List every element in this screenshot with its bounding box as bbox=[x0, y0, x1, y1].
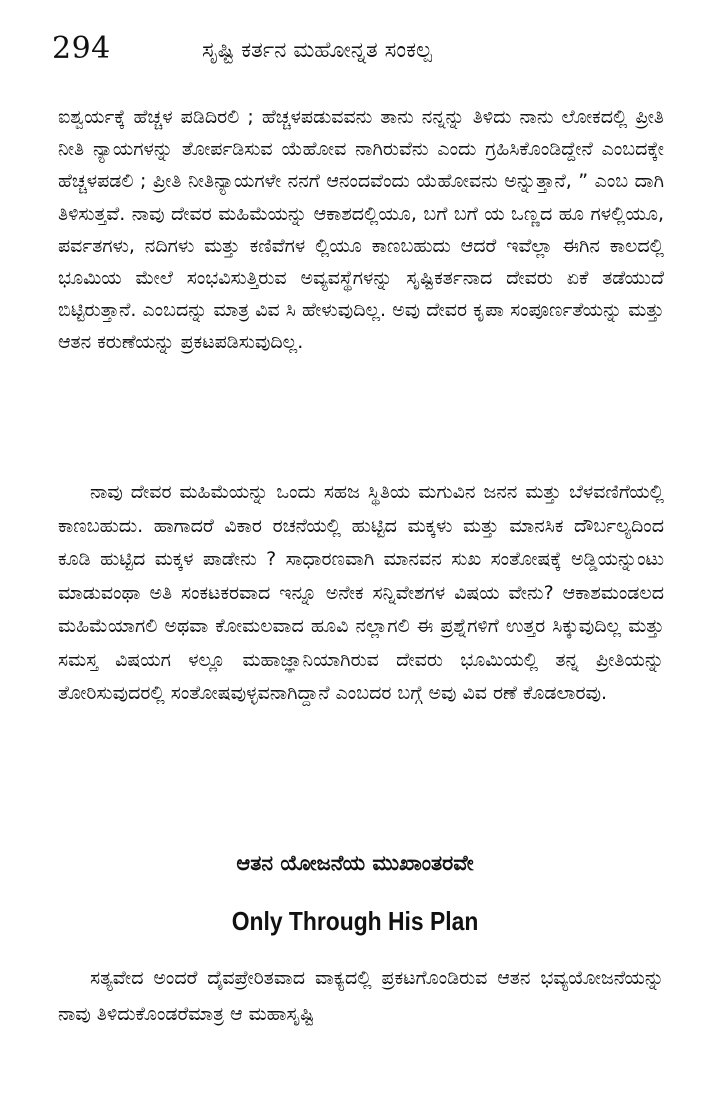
paragraph-1: ಐಶ್ವರ್ಯಕ್ಕೆ ಹೆಚ್ಚಳ ಪಡಿದಿರಲಿ ; ಹೆಚ್ಚಳಪಡುವವನು ತಾನು ನನ್ನನ್ನು ತಿಳಿದು ನಾನು ಲೋಕದಲ್ಲಿ ಪ್ರೀತಿ ನೀತಿ ನ್ಯಾಯಗಳನ್ನು ತೋರ್ಪಡಿಸುವ ಯೆಹೋವ ನಾಗಿರುವೆನು ಎಂದು ಗ್ರಹಿಸಿಕೊಂಡಿದ್ದೇನೆ ಎಂಬದಕ್ಕೇ ಹೆಚ್ಚಳಪಡಲಿ ; ಪ್ರೀತಿ ನೀತಿನ್ಯಾಯಗಳೇ ನನಗೆ ಆನಂದವೆಂದು ಯೆಹೋವನು ಅನ್ನುತ್ತಾನೆ, ” ಎಂಬ ದಾಗಿ ತಿಳಿಸುತ್ತವೆ. ನಾವು ದೇವರ ಮಹಿಮೆಯನ್ನು ಆಕಾಶದಲ್ಲಿಯೂ, ಬಗೆ ಬಗೆ ಯ ಒಣ್ಣದ ಹೂ ಗಳಲ್ಲಿಯೂ, ಪರ್ವತಗಳು, ನದಿಗಳು ಮತ್ತು ಕಣಿವೆಗಳ ಲ್ಲಿಯೂ ಕಾಣಬಹುದು ಆದರೆ ಇವೆಲ್ಲಾ ಈಗಿನ ಕಾಲದಲ್ಲಿ ಭೂಮಿಯ ಮೇಲೆ ಸಂಭವಿಸುತ್ತಿರುವ ಅವ್ಯವಸ್ಥೆಗಳನ್ನು ಸೃಷ್ಟಿಕರ್ತನಾದ ದೇವರು ಏಕೆ ತಡೆಯುದೆ ಬಿಟ್ಟಿರುತ್ತಾನೆ. ಎಂಬದನ್ನು ಮಾತ್ರ ವಿವ ಸಿ ಹೇಳುವುದಿಲ್ಲ. ಅವು ದೇವರ ಕೃಪಾ ಸಂಪೂರ್ಣತೆಯನ್ನು ಮತ್ತು ಆತನ ಕರುಣೆಯನ್ನು ಪ್ರಕಟಪಡಿಸುವುದಿಲ್ಲ. bbox=[58, 106, 664, 354]
english-section-heading: Only Through His Plan bbox=[231, 906, 479, 936]
kannada-section-heading: ಆತನ ಯೋಜನೆಯ ಮುಖಾಂತರವೇ bbox=[236, 851, 474, 875]
page-header bbox=[52, 30, 658, 74]
paragraph-3: ಸತ್ಯವೇದ ಅಂದರೆ ದೈವಪ್ರೇರಿತವಾದ ವಾಕ್ಯದಲ್ಲಿ ಪ್ರಕಟಗೊಂಡಿರುವ ಆತನ ಭವ್ಯಯೋಜನೆಯನ್ನು ನಾವು ತಿಳಿದುಕೊಂಡರೆಮಾತ್ರ ಆ ಮಹಾಸೃಷ್ಟಿ bbox=[58, 967, 664, 1025]
page-number: 294 bbox=[52, 31, 111, 66]
paragraph-2: ನಾವು ದೇವರ ಮಹಿಮೆಯನ್ನು ಒಂದು ಸಹಜ ಸ್ಥಿತಿಯ ಮಗುವಿನ ಜನನ ಮತ್ತು ಬೆಳವಣಿಗೆಯಲ್ಲಿ ಕಾಣಬಹುದು. ಹಾಗಾದರೆ ವಿಕಾರ ರಚನೆಯಲ್ಲಿ ಹುಟ್ಟಿದ ಮಕ್ಕಳು ಮತ್ತು ಮಾನಸಿಕ ದೌರ್ಬಲ್ಯದಿಂದ ಕೂಡಿ ಹುಟ್ಟಿದ ಮಕ್ಕಳ ಪಾಡೇನು ? ಸಾಧಾರಣವಾಗಿ ಮಾನವನ ಸುಖ ಸಂತೋಷಕ್ಕೆ ಅಡ್ಡಿಯನ್ನುಂಟು ಮಾಡುವಂಥಾ ಅತಿ ಸಂಕಟಕರವಾದ ಇನ್ನೂ ಅನೇಕ ಸನ್ನಿವೇಶಗಳ ವಿಷಯ ವೇನು? ಆಕಾಶಮಂಡಲದ ಮಹಿಮೆಯಾಗಲಿ ಅಥವಾ ಕೋಮಲವಾದ ಹೂವಿ ನಲ್ಲಾಗಲಿ ಈ ಪ್ರಶ್ನೆಗಳಿಗೆ ಉತ್ತರ ಸಿಕ್ಕುವುದಿಲ್ಲ ಮತ್ತು ಸಮಸ್ತ ವಿಷಯಗ ಳಲ್ಲೂ ಮಹಾಜ್ಞಾನಿಯಾಗಿರುವ ದೇವರು ಭೂಮಿಯಲ್ಲಿ ತನ್ನ ಪ್ರೀತಿಯನ್ನು ತೋರಿಸುವುದರಲ್ಲಿ ಸಂತೋಷವುಳ್ಳವನಾಗಿದ್ದಾನೆ ಎಂಬದರ ಬಗ್ಗೆ ಅವು ವಿವ ರಣೆ ಕೊಡಲಾರವು. bbox=[58, 481, 664, 704]
running-title: ಸೃಷ್ಟಿ ಕರ್ತನ ಮಹೋನ್ನತ ಸಂಕಲ್ಪ bbox=[202, 38, 432, 63]
